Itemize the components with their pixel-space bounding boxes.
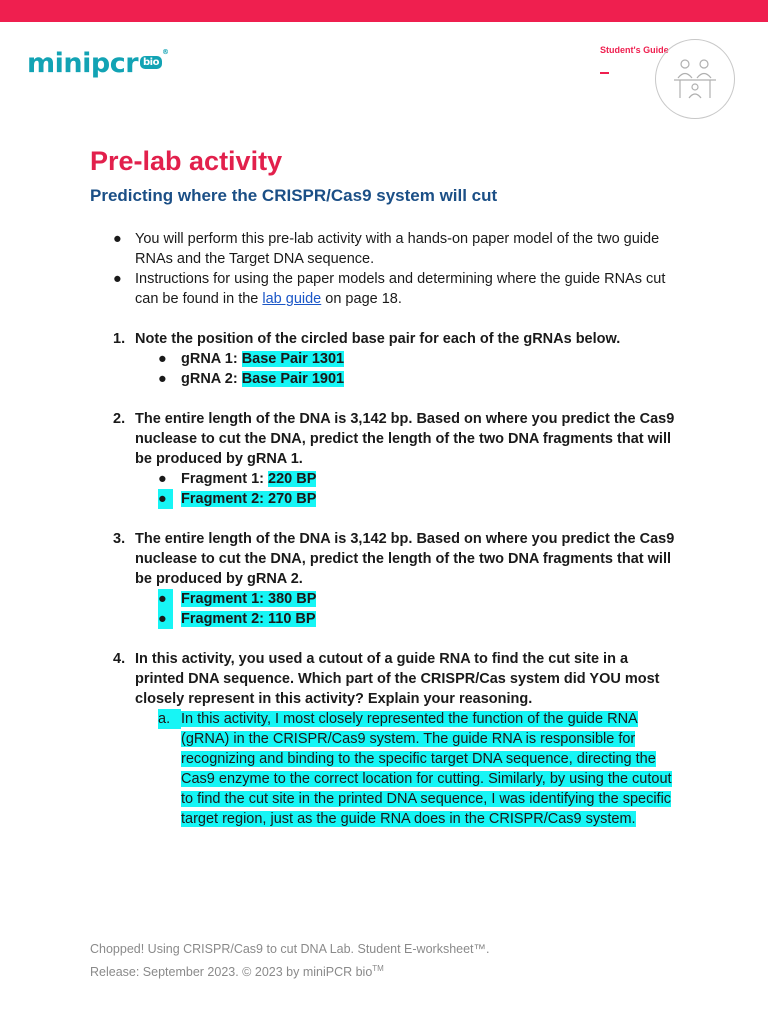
page-title: Pre-lab activity [90, 146, 283, 176]
minipcr-logo: minipcr bio® [27, 48, 169, 79]
question-4: 4. In this activity, you used a cutout of a guide RNA to find the cut site in a printed DNA sequence. Which part of the CRISPR/Cas system did YOU most closely represent in this activity? Explain your reasoning. [113, 651, 660, 707]
footer-line-2: Release: September 2023. © 2023 by miniPCR bio™ [90, 964, 384, 980]
answer-item: ● Fragment 1: 220 BP [158, 471, 317, 487]
page-subtitle: Predicting where the CRISPR/Cas9 system will cut [90, 186, 498, 205]
answer-item: ● gRNA 2: Base Pair 1901 [158, 371, 345, 387]
answer-item: ● Fragment 2: 270 BP [158, 491, 317, 507]
students-guide-label: Student's Guide [600, 45, 669, 55]
answer-item: ● Fragment 1: 380 BP [158, 591, 317, 607]
classroom-students-icon [655, 39, 735, 119]
question-2: 2. The entire length of the DNA is 3,142 bp. Based on where you predict the Cas9 nuclease to cut the DNA, predict the length of the two DNA fragments that will be produced by gRNA 1. [113, 411, 675, 467]
answer-item: ● Fragment 2: 110 BP [158, 611, 316, 627]
answer-paragraph: a. In this activity, I most closely represented the function of the guide RNA (gRNA) in the CRISPR/Cas9 system. The guide RNA is responsible for recognizing and binding to the specific target DNA sequence, directing the Cas9 enzyme to the correct location for cutting. Similarly, by using the cutout to find the cut site in the printed DNA sequence, I was identifying the specific target region, just as the guide RNA does in the CRISPR/Cas9 system. [158, 711, 672, 827]
worksheet-body [0, 229, 768, 829]
lab-guide-link[interactable]: lab guide [262, 291, 322, 307]
top-accent-bar [0, 0, 768, 22]
footer-line-1: Chopped! Using CRISPR/Cas9 to cut DNA Lab. Student E-worksheet™. [90, 942, 490, 956]
intro-bullet: ● Instructions for using the paper models and determining where the guide RNAs cut can be found in the lab guide on page 18. [113, 271, 666, 307]
question-1: 1. Note the position of the circled base pair for each of the gRNAs below. [113, 331, 621, 347]
question-3: 3. The entire length of the DNA is 3,142 bp. Based on where you predict the Cas9 nuclease to cut the DNA, predict the length of the two DNA fragments that will be produced by gRNA 2. [113, 531, 675, 587]
logo-bio-badge: bio [140, 56, 162, 69]
page-footer [90, 940, 490, 982]
guide-label-dash [600, 72, 609, 74]
intro-bullet: ● You will perform this pre-lab activity with a hands-on paper model of the two guide RNAs and the Target DNA sequence. [113, 231, 660, 267]
answer-item: ● gRNA 1: Base Pair 1301 [158, 351, 345, 367]
